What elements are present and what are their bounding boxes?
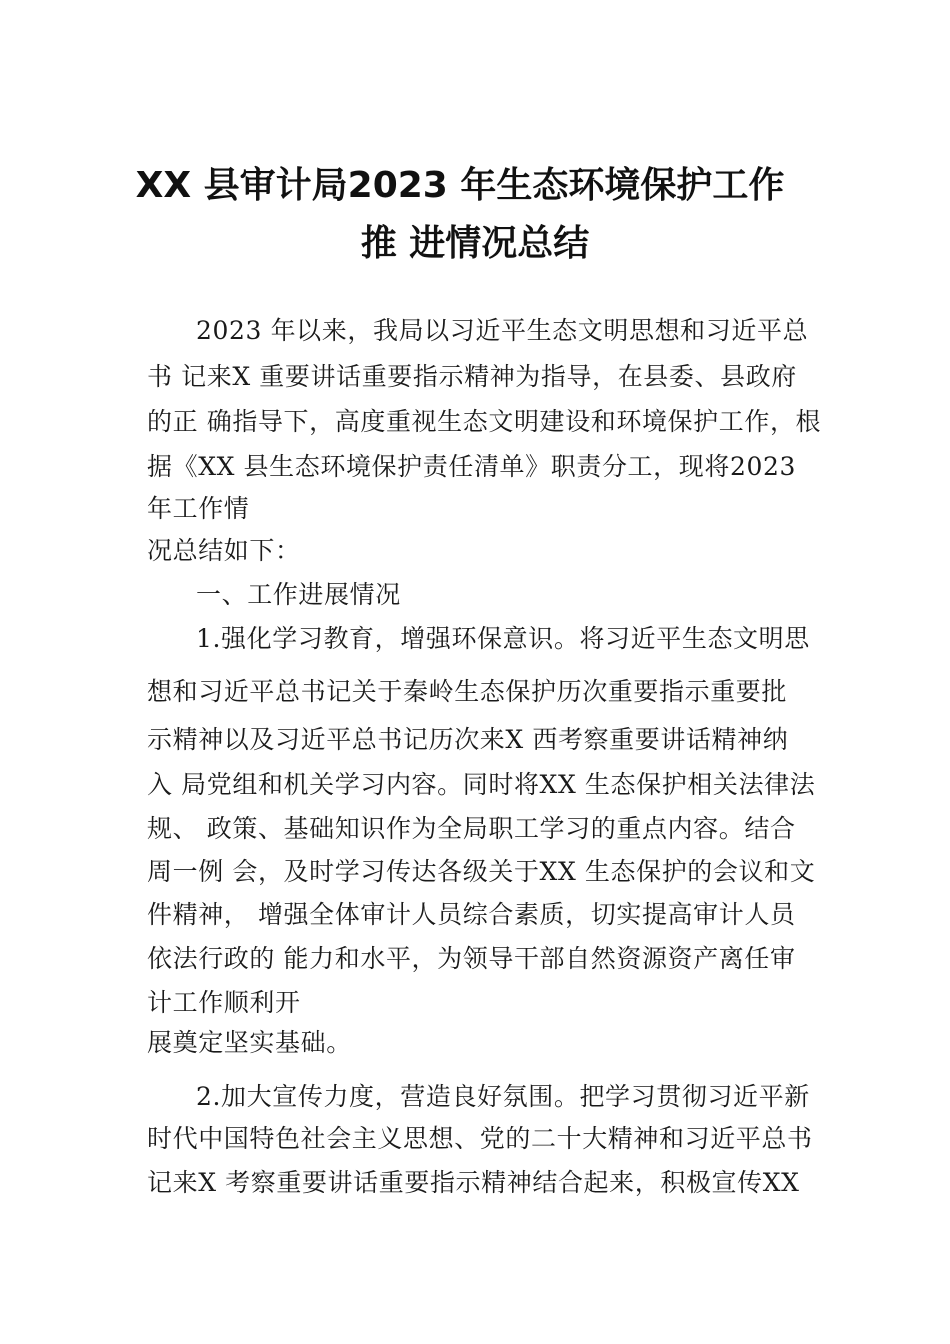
body-line: 书 记来X 重要讲话重要指示精神为指导，在县委、县政府 bbox=[147, 362, 797, 391]
document-title-line-2: 推 进情况总结 bbox=[360, 223, 590, 264]
body-line: 据《XX 县生态环境保护责任清单》职责分工，现将2023 bbox=[147, 452, 796, 481]
body-line: 件精神， 增强全体审计人员综合素质，切实提高审计人员 bbox=[147, 900, 796, 929]
body-line: 依法行政的 能力和水平，为领导干部自然资源资产离任审 bbox=[147, 944, 796, 973]
body-line: 1.强化学习教育，增强环保意识。将习近平生态文明思 bbox=[196, 624, 810, 653]
body-line: 计工作顺利开 bbox=[147, 988, 301, 1017]
section-heading: 一、工作进展情况 bbox=[196, 580, 401, 609]
body-line: 想和习近平总书记关于秦岭生态保护历次重要指示重要批 bbox=[147, 677, 788, 706]
body-line: 的正 确指导下，高度重视生态文明建设和环境保护工作，根 bbox=[147, 407, 822, 436]
body-line: 展奠定坚实基础。 bbox=[147, 1028, 352, 1057]
body-line: 规、 政策、基础知识作为全局职工学习的重点内容。结合 bbox=[147, 814, 796, 843]
body-line: 时代中国特色社会主义思想、党的二十大精神和习近平总书 bbox=[147, 1124, 813, 1153]
body-line: 2.加大宣传力度，营造良好氛围。把学习贯彻习近平新 bbox=[196, 1082, 810, 1111]
body-line: 示精神以及习近平总书记历次来X 西考察重要讲话精神纳 bbox=[147, 725, 789, 754]
body-line: 况总结如下： bbox=[147, 536, 301, 565]
body-line: 周一例 会，及时学习传达各级关于XX 生态保护的会议和文 bbox=[147, 857, 816, 886]
body-line: 2023 年以来，我局以习近平生态文明思想和习近平总 bbox=[196, 316, 809, 345]
document-title-line-1: XX 县审计局2023 年生态环境保护工作 bbox=[135, 165, 785, 206]
body-line: 年工作情 bbox=[147, 494, 250, 523]
body-line: 记来X 考察重要讲话重要指示精神结合起来，积极宣传XX bbox=[147, 1168, 800, 1197]
body-line: 入 局党组和机关学习内容。同时将XX 生态保护相关法律法 bbox=[147, 770, 816, 799]
